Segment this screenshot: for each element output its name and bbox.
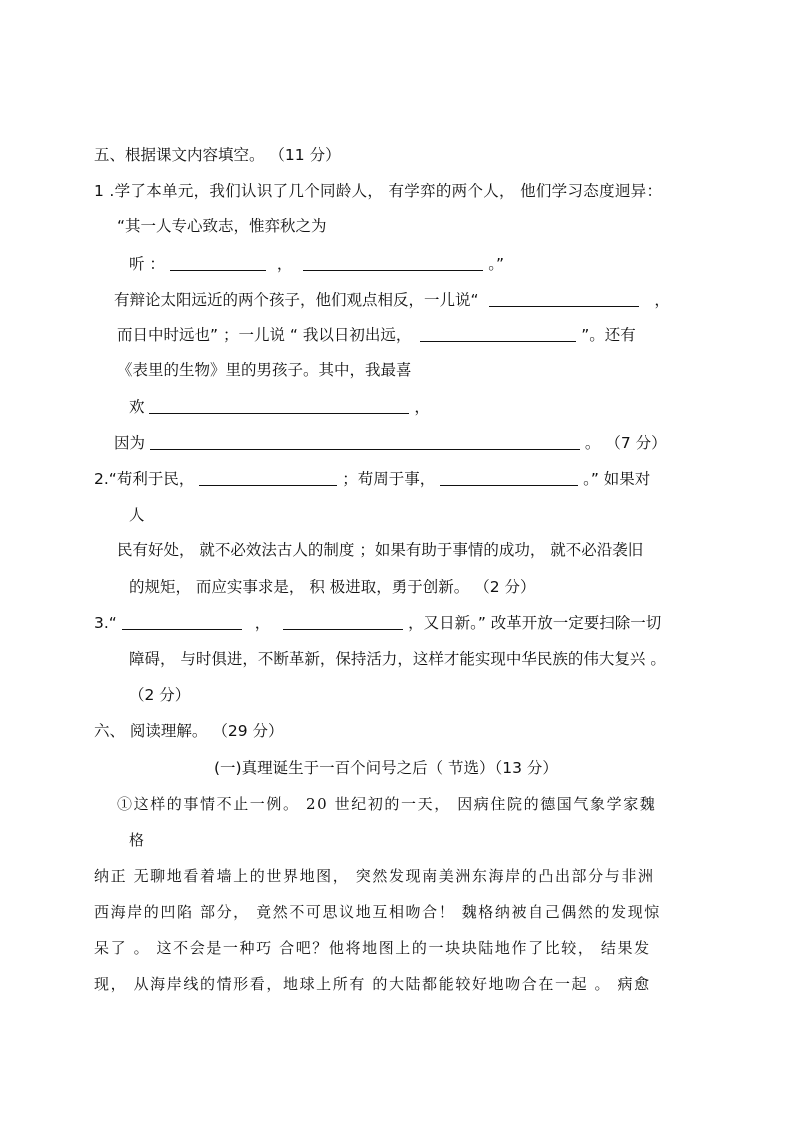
q1-line-6: 《表里的生物》里的男孩子。其中，我最喜 [117, 361, 412, 379]
q1-line-5-text: 而日中时远也” ；一儿说 “ 我以日初出远， [117, 326, 412, 344]
q1-line-8-label: 因为 [114, 434, 146, 452]
q3-line-1-end: ，又日新。” 改革开放一定要扫除一切 [408, 614, 662, 632]
passage-line-6: 现， 从海岸线的情形看，地球上所有 的大陆都能较好地吻合在一起 。 病愈 [94, 975, 651, 993]
q1-line-3-end: 。” [488, 255, 504, 273]
q2-line-1 [94, 469, 650, 489]
q3-answer-blank-1[interactable] [122, 615, 242, 630]
q1-line-5 [117, 325, 636, 345]
q3-line-1-comma: ， [254, 614, 271, 632]
q1-line-1: 1 .学了本单元，我们认识了几个同龄人， 有学弈的两个人， 他们学习态度迥异： [94, 182, 663, 200]
q3-line-2: 障碍， 与时俱进，不断革新，保持活力，这样才能实现中华民族的伟大复兴 。 [129, 650, 666, 668]
q1-line-7 [129, 397, 430, 417]
passage-line-5: 呆了 。 这不会是一种巧 合吧？他将地图上的一块块陆地作了比较， 结果发 [94, 939, 651, 957]
q1-line-3-comma: ， [276, 255, 293, 273]
q1-line-7-comma: ， [414, 398, 430, 416]
q3-answer-blank-2[interactable] [283, 615, 403, 630]
q1-answer-blank-4[interactable] [420, 327, 576, 342]
passage-line-2: 格 [129, 831, 146, 849]
passage-line-1: ①这样的事情不止一例。 20 世纪初的一天， 因病住院的德国气象学家魏 [117, 795, 657, 813]
passage-line-4: 西海岸的凹陷 部分， 竟然不可思议地互相吻合！ 魏格纳被自己偶然的发现惊 [94, 903, 661, 921]
q2-line-1-text: 2.“苟利于民， [94, 470, 195, 488]
q1-answer-blank-3[interactable] [489, 292, 639, 307]
q1-line-8-end: 。 （7 分） [584, 434, 667, 452]
q1-line-2: “其一人专心致志，惟弈秋之为 [117, 217, 327, 235]
q2-line-2: 人 [129, 506, 145, 524]
q3-line-1-open: 3.“ [94, 614, 117, 632]
section-six-heading: 六、 阅读理解。 （29 分） [94, 722, 284, 740]
q2-line-4: 的规矩， 而应实事求是， 积 极进取，勇于创新。 （2 分） [129, 578, 536, 596]
passage-line-3: 纳正 无聊地看着墙上的世界地图， 突然发现南美洲东海岸的凸出部分与非洲 [94, 867, 655, 885]
q3-line-1 [94, 613, 661, 633]
q1-line-4-text: 有辩论太阳远近的两个孩子，他们观点相反，一儿说“ [114, 291, 479, 309]
section-five-heading: 五、根据课文内容填空。 （11 分） [94, 146, 341, 164]
q1-line-4-comma: ， [654, 291, 670, 309]
q1-line-7-label: 欢 [129, 398, 145, 416]
q1-answer-blank-1[interactable] [170, 256, 266, 271]
q1-line-4 [114, 290, 670, 310]
q1-line-3-label: 听 ： [129, 255, 165, 273]
q1-line-5-end: ”。还有 [581, 326, 636, 344]
q2-line-1-mid: ；苟周于事， [342, 470, 436, 488]
q2-answer-blank-2[interactable] [440, 471, 578, 486]
q1-line-3 [129, 254, 504, 274]
q3-line-3: （2 分） [129, 686, 191, 704]
q2-line-1-end: 。” 如果对 [583, 470, 651, 488]
q1-line-8 [114, 433, 667, 453]
q1-answer-blank-2[interactable] [303, 256, 483, 271]
q1-answer-blank-5[interactable] [149, 399, 409, 414]
q2-line-3: 民有好处， 就不必效法古人的制度 ；如果有助于事情的成功， 就不必沿袭旧 [117, 541, 644, 559]
passage-title: (一)真理诞生于一百个问号之后（ 节选）（13 分） [214, 759, 558, 777]
q1-answer-blank-6[interactable] [150, 435, 580, 450]
q2-answer-blank-1[interactable] [199, 471, 337, 486]
